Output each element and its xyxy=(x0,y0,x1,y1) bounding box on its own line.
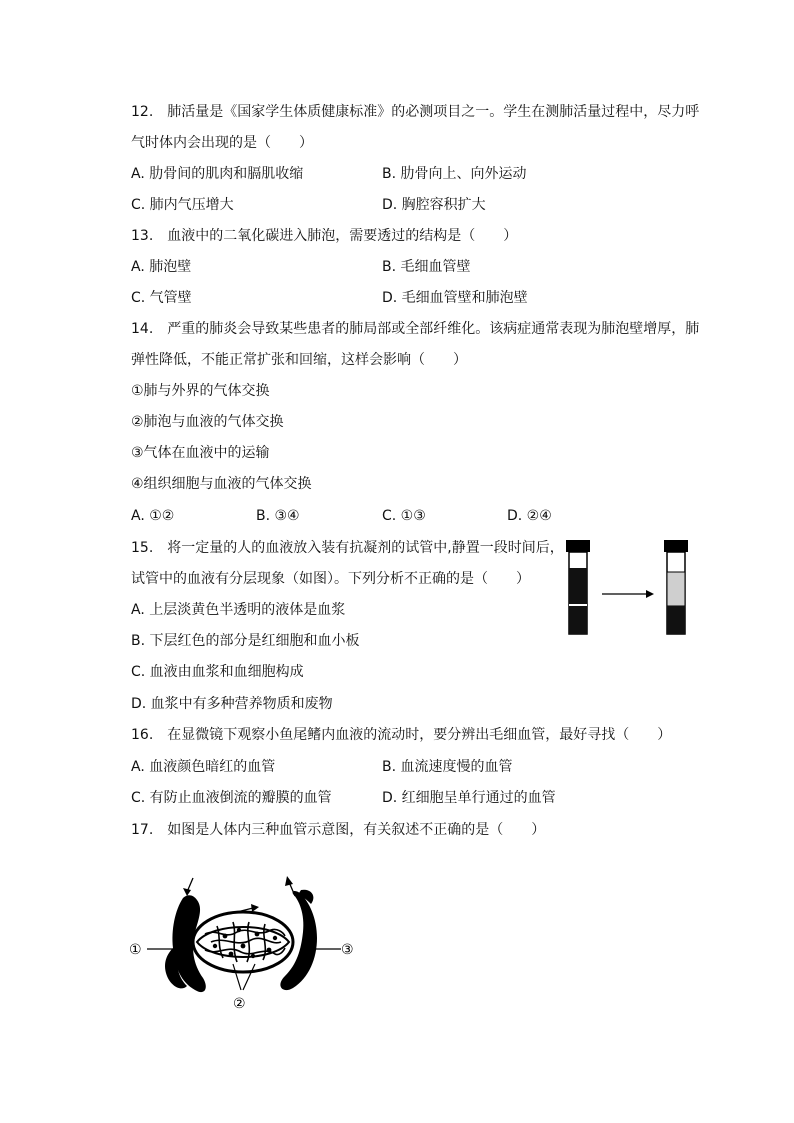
label-1: ① xyxy=(129,942,142,958)
q13-option-b: B. 毛细血管壁 xyxy=(382,259,471,275)
q14-option-c: C. ①③ xyxy=(382,508,426,524)
q13-stem: 13. 血液中的二氧化碳进入肺泡，需要透过的结构是（ ） xyxy=(131,228,518,244)
q15-option-c: C. 血液由血浆和血细胞构成 xyxy=(131,664,304,680)
q14-option-a: A. ①② xyxy=(131,508,175,524)
q14-stem-line-1: 14. 严重的肺炎会导致某些患者的肺局部或全部纤维化。该病症通常表现为肺泡壁增厚，肺 xyxy=(131,321,700,337)
blood-vessel-figure xyxy=(125,870,365,1020)
q12-option-c: C. 肺内气压增大 xyxy=(131,197,234,213)
q14-item-4: ④组织细胞与血液的气体交换 xyxy=(131,476,312,492)
q14-item-2: ②肺泡与血液的气体交换 xyxy=(131,414,284,430)
q13-option-d: D. 毛细血管壁和肺泡壁 xyxy=(382,290,528,306)
q12-option-a: A. 肋骨间的肌肉和膈肌收缩 xyxy=(131,166,304,182)
test-tube-after xyxy=(664,540,688,634)
q14-item-1: ①肺与外界的气体交换 xyxy=(131,383,270,399)
q16-option-a: A. 血液颜色暗红的血管 xyxy=(131,759,276,775)
label-2: ② xyxy=(233,996,246,1012)
q14-option-b: B. ③④ xyxy=(256,508,300,524)
q15-option-a: A. 上层淡黄色半透明的液体是血浆 xyxy=(131,602,346,618)
q16-option-c: C. 有防止血液倒流的瓣膜的血管 xyxy=(131,790,332,806)
q16-option-b: B. 血流速度慢的血管 xyxy=(382,759,513,775)
q12-stem-line-1: 12. 肺活量是《国家学生体质健康标准》的必测项目之一。学生在测肺活量过程中，尽力呼 xyxy=(131,104,700,120)
test-tube-figure xyxy=(560,538,700,638)
q15-stem-line-1: 15. 将一定量的人的血液放入装有抗凝剂的试管中,静置一段时间后， xyxy=(131,540,564,556)
q17-stem: 17. 如图是人体内三种血管示意图，有关叙述不正确的是（ ） xyxy=(131,822,546,838)
q15-option-d: D. 血浆中有多种营养物质和废物 xyxy=(131,696,333,712)
q12-stem-line-2: 气时体内会出现的是（ ） xyxy=(131,135,313,151)
capillary-network xyxy=(193,912,293,972)
q15-stem-line-2: 试管中的血液有分层现象（如图）。下列分析不正确的是（ ） xyxy=(131,571,530,587)
test-tube-before xyxy=(566,540,590,634)
q16-stem: 16. 在显微镜下观察小鱼尾鳍内血液的流动时，要分辨出毛细血管，最好寻找（ ） xyxy=(131,727,672,743)
q12-option-b: B. 肋骨向上、向外运动 xyxy=(382,166,527,182)
q13-option-c: C. 气管壁 xyxy=(131,290,192,306)
q14-option-d: D. ②④ xyxy=(507,508,552,524)
q16-option-d: D. 红细胞呈单行通过的血管 xyxy=(382,790,556,806)
q14-item-3: ③气体在血液中的运输 xyxy=(131,445,270,461)
layer-arrow xyxy=(602,590,654,598)
q15-option-b: B. 下层红色的部分是红细胞和血小板 xyxy=(131,633,360,649)
q12-option-d: D. 胸腔容积扩大 xyxy=(382,197,486,213)
q14-stem-line-2: 弹性降低，不能正常扩张和回缩，这样会影响（ ） xyxy=(131,352,467,368)
label-3: ③ xyxy=(341,942,354,958)
q13-option-a: A. 肺泡壁 xyxy=(131,259,192,275)
